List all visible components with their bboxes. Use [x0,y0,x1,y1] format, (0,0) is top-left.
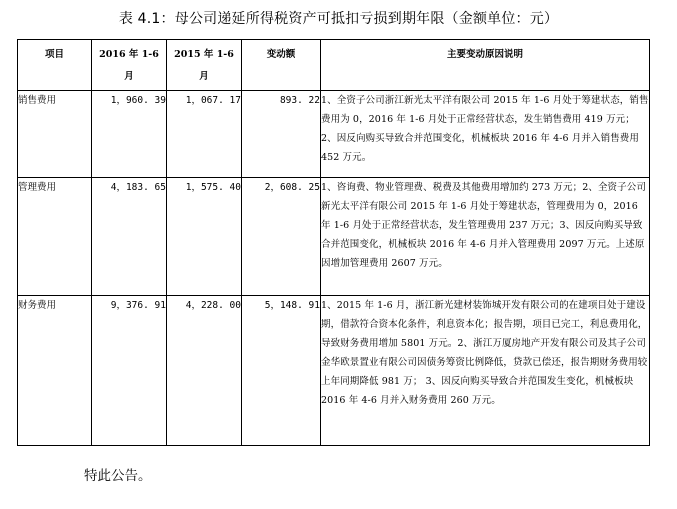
row-reason: 1、全资子公司浙江新光太平洋有限公司 2015 年 1-6 月处于筹建状态，销售费用为 0，2016 年 1-6 月处于正常经营状态，发生销售费用 419 万元；2、因反向购买导致合并范围变化，机械板块 2016 年 4-6 月并入销售费用 452 万元。 [321,91,650,178]
row-reason: 1、咨询费、物业管理费、税费及其他费用增加约 273 万元；2、全资子公司新光太平洋有限公司 2015 年 1-6 月处于筹建状态，管理费用为 0，2016 年 1-6 月处于正常经营状态，发生管理费用 237 万元；3、因反向购买导致合并范围变化，机械板块 2016 年 4-6 月并入管理费用 2097 万元。上述原因增加管理费用 2607 万元。 [321,178,650,296]
table-row-finance-expense [18,296,650,446]
table-row-admin-expense [18,178,650,296]
header-change: 变动额 [242,40,321,91]
row-item: 销售费用 [18,91,92,178]
header-item: 项目 [18,40,92,91]
header-reason: 主要变动原因说明 [321,40,650,91]
row-change-value: 5，148. 91 [242,296,321,446]
row-2015-value: 4，228. 00 [167,296,242,446]
closing-announcement: 特此公告。 [84,468,152,484]
row-2016-value: 9，376. 91 [92,296,167,446]
header-2015: 2015 年 1-6 月 [167,40,242,91]
row-2015-value: 1，575. 40 [167,178,242,296]
table-row-sales-expense [18,91,650,178]
row-change-value: 2，608. 25 [242,178,321,296]
row-2016-value: 4，183. 65 [92,178,167,296]
header-2016: 2016 年 1-6 月 [92,40,167,91]
expense-change-table [17,39,650,446]
row-2016-value: 1，960. 39 [92,91,167,178]
row-2015-value: 1，067. 17 [167,91,242,178]
row-change-value: 893. 22 [242,91,321,178]
table-header-row [18,40,650,91]
row-item: 财务费用 [18,296,92,446]
table-caption: 表 4.1：母公司递延所得税资产可抵扣亏损到期年限（金额单位：元） [118,11,559,27]
row-reason: 1、2015 年 1-6 月，浙江新光建材装饰城开发有限公司的在建项目处于建设期，借款符合资本化条件，利息资本化；报告期，项目已完工，利息费用化，导致财务费用增加 5801 万元。2、浙江万厦房地产开发有限公司及其子公司金华欧景置业有限公司因债务筹资比例降低，贷款已偿还，报告期财务费用较上年同期降低 981 万； 3、因反向购买导致合并范围发生变化，机械板块 2016 年 4-6 月并入财务费用 260 万元。 [321,296,650,446]
row-item: 管理费用 [18,178,92,296]
